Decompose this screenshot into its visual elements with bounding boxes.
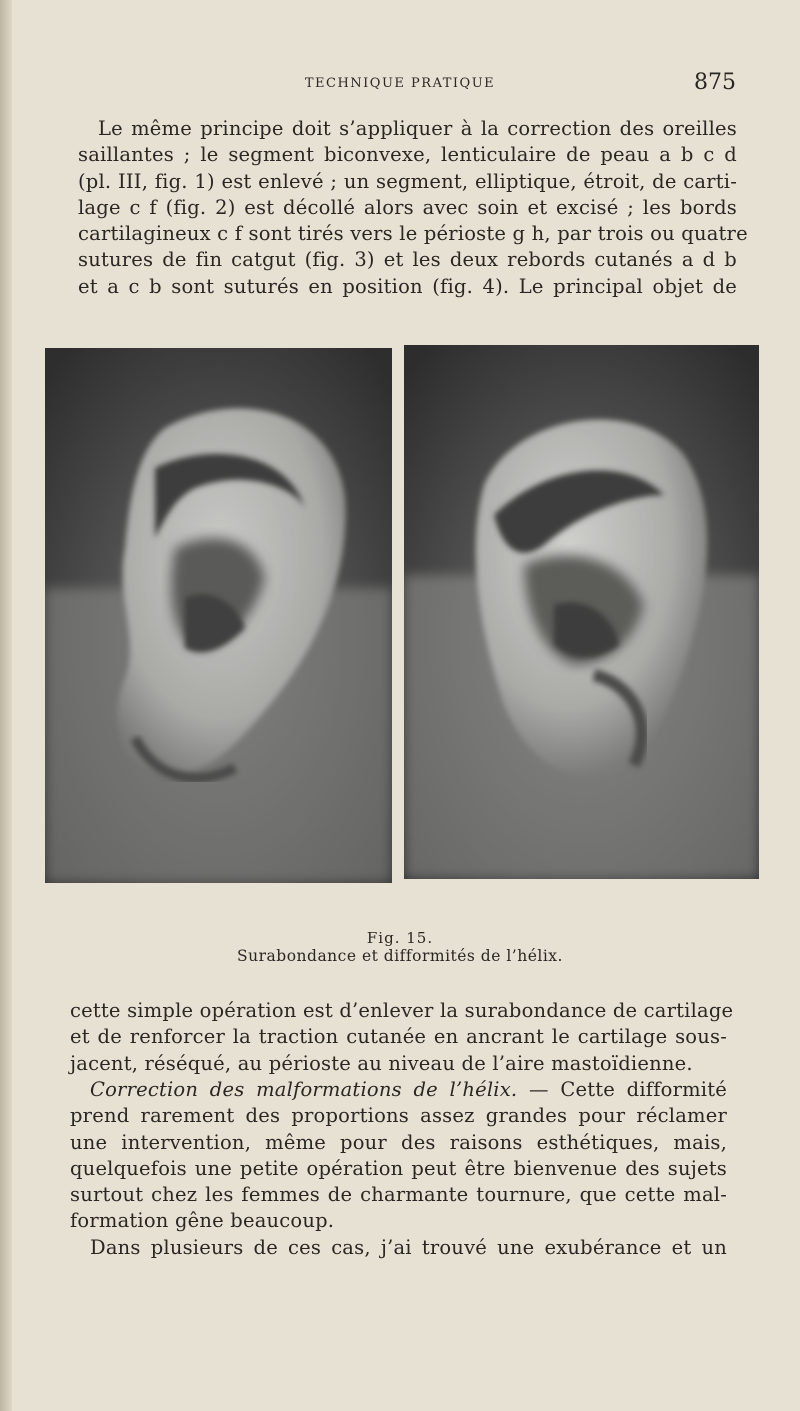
paragraph-top xyxy=(78,116,748,300)
ear-photo-left xyxy=(45,348,392,883)
text-line: Le même principe doit s’appliquer à la correction des oreilles xyxy=(98,117,737,140)
section-first-words: Cette difformité xyxy=(560,1078,728,1101)
running-title: TECHNIQUE PRATIQUE xyxy=(304,76,496,91)
text-line: cette simple opération est d’enlever la surabondance de cartilage xyxy=(70,999,734,1022)
text-line: lage c f (fig. 2) est décollé alors avec soin et excisé ; les bords xyxy=(78,195,737,219)
section-dash: — xyxy=(529,1078,549,1101)
figure-number: Fig. 15. xyxy=(366,929,434,947)
text-line: Dans plusieurs de ces cas, j’ai trouvé une exubérance et un xyxy=(90,1235,727,1259)
paragraph-bottom xyxy=(70,998,734,1077)
running-head xyxy=(0,70,800,100)
figure-label xyxy=(0,928,800,947)
text-line: cartilagineux c f sont tirés vers le périoste g h, par trois ou quatre xyxy=(78,222,748,246)
text-line: surtout chez les femmes de charmante tournure, que cette mal- xyxy=(70,1183,727,1207)
text-line: jacent, réséqué, au périoste au niveau de l’aire mastoïdienne. xyxy=(70,1051,693,1075)
text-line: et a c b sont suturés en position (fig. 4). Le principal objet de xyxy=(78,274,737,298)
section-heading: Correction des malformations de l’hélix. xyxy=(90,1078,518,1101)
text-line: quelquefois une petite opération peut être bienvenue des sujets xyxy=(70,1156,727,1180)
text-line: formation gêne beaucoup. xyxy=(70,1209,335,1233)
text-line: prend rarement des proportions assez grandes pour réclamer xyxy=(70,1104,727,1128)
page-edge-shadow xyxy=(0,0,12,1411)
figure-caption xyxy=(0,946,800,965)
ear-photo-right xyxy=(404,345,759,879)
text-line: (pl. III, fig. 1) est enlevé ; un segment, elliptique, étroit, de carti- xyxy=(78,169,737,193)
text-line xyxy=(70,1077,727,1103)
text-line: une intervention, même pour des raisons esthétiques, mais, xyxy=(70,1130,727,1154)
text-line: saillantes ; le segment biconvexe, lenticulaire de peau a b c d xyxy=(78,143,737,167)
page-number: 875 xyxy=(694,70,736,95)
text-line: sutures de fin catgut (fig. 3) et les deux rebords cutanés a d b xyxy=(78,248,737,272)
section-hélix xyxy=(70,1077,727,1261)
figure-caption-text: Surabondance et difformités de l’hélix. xyxy=(237,947,563,965)
text-line: et de renforcer la traction cutanée en ancrant le cartilage sous- xyxy=(70,1025,727,1049)
